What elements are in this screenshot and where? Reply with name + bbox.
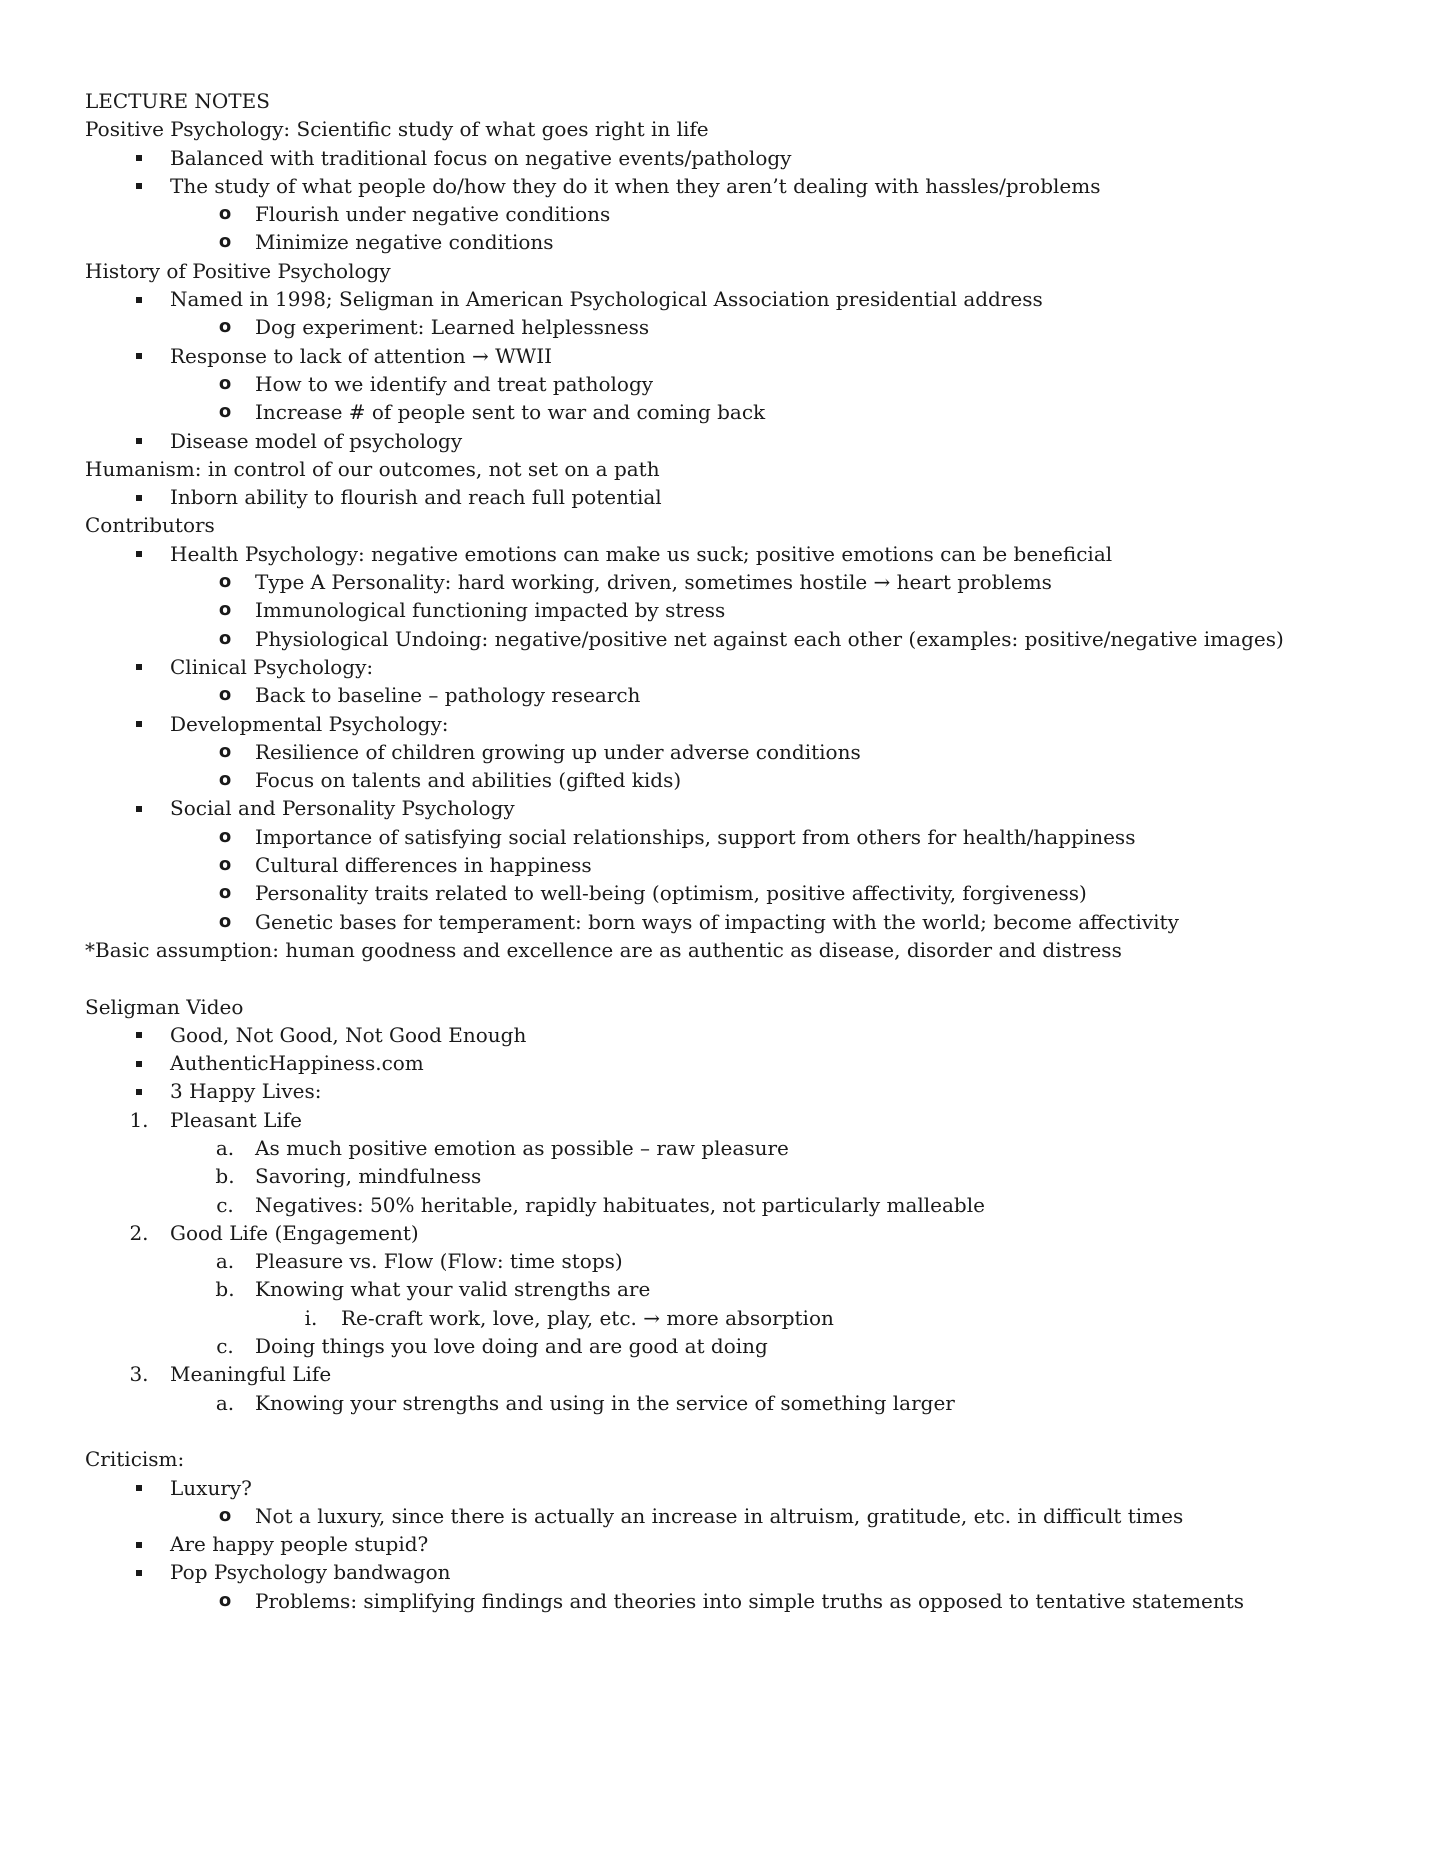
list-item-text: Physiological Undoing: negative/positive net against each other (examples: positive/negative images) bbox=[255, 626, 1284, 651]
square-bullet-icon bbox=[129, 483, 149, 511]
list-item-text: Genetic bases for temperament: born ways of impacting with the world; become affectivity bbox=[255, 909, 1179, 934]
list-item-text: Meaningful Life bbox=[170, 1362, 332, 1387]
list-item-text: Social and Personality Psychology bbox=[170, 796, 515, 821]
list-item-text: Knowing what your valid strengths are bbox=[255, 1277, 651, 1302]
section-heading bbox=[85, 115, 1425, 143]
list-item bbox=[85, 370, 1425, 398]
section-heading bbox=[85, 455, 1425, 483]
list-item bbox=[85, 1304, 1425, 1332]
list-item-text: How to we identify and treat pathology bbox=[255, 371, 654, 396]
list-item-text: Inborn ability to flourish and reach full potential bbox=[170, 485, 662, 510]
list-item-text: Are happy people stupid? bbox=[170, 1532, 429, 1557]
list-item-text: Positive Psychology: Scientific study of what goes right in life bbox=[85, 117, 709, 142]
list-item-text: Back to baseline – pathology research bbox=[255, 683, 641, 708]
list-item-text: Not a luxury, since there is actually an increase in altruism, gratitude, etc. in difficult times bbox=[255, 1503, 1184, 1528]
list-item bbox=[85, 1219, 1425, 1247]
square-bullet-icon bbox=[129, 710, 149, 738]
list-item bbox=[85, 1332, 1425, 1360]
list-item bbox=[85, 1106, 1425, 1134]
list-item-text: Savoring, mindfulness bbox=[255, 1164, 482, 1189]
list-item-text: Knowing your strengths and using in the service of something larger bbox=[255, 1390, 955, 1415]
square-bullet-icon bbox=[129, 1077, 149, 1105]
list-item bbox=[85, 200, 1425, 228]
list-item bbox=[85, 1077, 1425, 1105]
circle-bullet-icon: o bbox=[218, 854, 232, 876]
circle-bullet-icon: o bbox=[218, 401, 232, 423]
list-item-text: Minimize negative conditions bbox=[255, 230, 554, 255]
square-bullet-icon bbox=[129, 427, 149, 455]
list-number: a. bbox=[215, 1249, 235, 1274]
square-bullet-icon bbox=[129, 794, 149, 822]
list-number: i. bbox=[304, 1305, 318, 1330]
list-item-text: Humanism: in control of our outcomes, not set on a path bbox=[85, 456, 660, 481]
list-item bbox=[85, 398, 1425, 426]
square-bullet-icon bbox=[129, 144, 149, 172]
circle-bullet-icon: o bbox=[218, 684, 232, 706]
list-item bbox=[85, 427, 1425, 455]
circle-bullet-icon: o bbox=[218, 825, 232, 847]
list-number: b. bbox=[215, 1164, 235, 1189]
circle-bullet-icon: o bbox=[218, 627, 232, 649]
circle-bullet-icon: o bbox=[218, 231, 232, 253]
list-item-text: Importance of satisfying social relationships, support from others for health/happiness bbox=[255, 824, 1136, 849]
section-heading bbox=[85, 936, 1425, 964]
circle-bullet-icon: o bbox=[218, 882, 232, 904]
list-item bbox=[85, 172, 1425, 200]
list-item bbox=[85, 1474, 1425, 1502]
list-number: a. bbox=[215, 1390, 235, 1415]
lecture-notes-document bbox=[85, 87, 1425, 1615]
list-item-text: History of Positive Psychology bbox=[85, 258, 391, 283]
list-item-text: Doing things you love doing and are good at doing bbox=[255, 1334, 768, 1359]
list-item-text: Pleasant Life bbox=[170, 1107, 302, 1132]
list-item-text: Focus on talents and abilities (gifted kids) bbox=[255, 768, 682, 793]
circle-bullet-icon: o bbox=[218, 1589, 232, 1611]
square-bullet-icon bbox=[129, 1049, 149, 1077]
square-bullet-icon bbox=[129, 285, 149, 313]
list-item-text: 3 Happy Lives: bbox=[170, 1079, 322, 1104]
list-item-text: Dog experiment: Learned helplessness bbox=[255, 315, 650, 340]
list-item-text: Cultural differences in happiness bbox=[255, 853, 592, 878]
circle-bullet-icon: o bbox=[218, 769, 232, 791]
square-bullet-icon bbox=[129, 172, 149, 200]
list-item-text: Type A Personality: hard working, driven, sometimes hostile → heart problems bbox=[255, 570, 1052, 595]
document-title bbox=[85, 87, 1425, 115]
blank-line bbox=[85, 964, 1425, 992]
list-item bbox=[85, 879, 1425, 907]
list-number: 2. bbox=[129, 1220, 149, 1245]
list-item-text: Named in 1998; Seligman in American Psychological Association presidential address bbox=[170, 287, 1043, 312]
list-item bbox=[85, 1530, 1425, 1558]
list-item-text: Developmental Psychology: bbox=[170, 711, 449, 736]
list-item-text: Criticism: bbox=[85, 1447, 185, 1472]
section-heading bbox=[85, 257, 1425, 285]
list-number: b. bbox=[215, 1277, 235, 1302]
list-item bbox=[85, 1389, 1425, 1417]
list-number: 1. bbox=[129, 1107, 149, 1132]
list-item bbox=[85, 710, 1425, 738]
list-number: c. bbox=[216, 1192, 234, 1217]
list-item bbox=[85, 1049, 1425, 1077]
section-heading bbox=[85, 993, 1425, 1021]
list-item bbox=[85, 823, 1425, 851]
square-bullet-icon bbox=[129, 1474, 149, 1502]
list-item bbox=[85, 313, 1425, 341]
square-bullet-icon bbox=[129, 1021, 149, 1049]
list-item bbox=[85, 1502, 1425, 1530]
circle-bullet-icon: o bbox=[218, 599, 232, 621]
list-item-text: Balanced with traditional focus on negative events/pathology bbox=[170, 145, 792, 170]
list-item bbox=[85, 1247, 1425, 1275]
list-number: a. bbox=[215, 1135, 235, 1160]
list-item bbox=[85, 1558, 1425, 1586]
list-item bbox=[85, 908, 1425, 936]
list-item-text: Resilience of children growing up under adverse conditions bbox=[255, 739, 861, 764]
list-item bbox=[85, 1360, 1425, 1388]
list-item-text: Clinical Psychology: bbox=[170, 654, 374, 679]
circle-bullet-icon: o bbox=[218, 316, 232, 338]
list-item bbox=[85, 540, 1425, 568]
section-heading bbox=[85, 1445, 1425, 1473]
list-item bbox=[85, 483, 1425, 511]
circle-bullet-icon: o bbox=[218, 1504, 232, 1526]
list-item-text: Good Life (Engagement) bbox=[170, 1220, 419, 1245]
list-item-text: Personality traits related to well-being (optimism, positive affectivity, forgiveness) bbox=[255, 881, 1087, 906]
list-item-text: Re-craft work, love, play, etc. → more absorption bbox=[341, 1305, 834, 1330]
square-bullet-icon bbox=[129, 1558, 149, 1586]
circle-bullet-icon: o bbox=[218, 372, 232, 394]
circle-bullet-icon: o bbox=[218, 571, 232, 593]
notes-body bbox=[85, 115, 1425, 1615]
list-item bbox=[85, 144, 1425, 172]
list-item-text: Pop Psychology bandwagon bbox=[170, 1560, 451, 1585]
list-item bbox=[85, 653, 1425, 681]
list-item-text: Flourish under negative conditions bbox=[255, 202, 611, 227]
circle-bullet-icon: o bbox=[218, 910, 232, 932]
circle-bullet-icon: o bbox=[218, 740, 232, 762]
list-item-text: AuthenticHappiness.com bbox=[170, 1051, 424, 1076]
list-number: 3. bbox=[129, 1362, 149, 1387]
list-item-text: Negatives: 50% heritable, rapidly habituates, not particularly malleable bbox=[255, 1192, 985, 1217]
document-title-text: LECTURE NOTES bbox=[85, 89, 270, 113]
list-item-text: Disease model of psychology bbox=[170, 428, 463, 453]
list-item bbox=[85, 851, 1425, 879]
square-bullet-icon bbox=[129, 342, 149, 370]
list-item-text: Problems: simplifying findings and theories into simple truths as opposed to tentative statements bbox=[255, 1588, 1245, 1613]
list-item bbox=[85, 1021, 1425, 1049]
list-item bbox=[85, 794, 1425, 822]
list-item bbox=[85, 285, 1425, 313]
list-item bbox=[85, 625, 1425, 653]
circle-bullet-icon: o bbox=[218, 203, 232, 225]
list-item-text: Good, Not Good, Not Good Enough bbox=[170, 1022, 527, 1047]
list-item bbox=[85, 1275, 1425, 1303]
list-item-text: Luxury? bbox=[170, 1475, 252, 1500]
list-item-text: Contributors bbox=[85, 513, 215, 538]
square-bullet-icon bbox=[129, 540, 149, 568]
list-item-text: The study of what people do/how they do it when they aren’t dealing with hassles/problems bbox=[170, 173, 1101, 198]
list-item bbox=[85, 738, 1425, 766]
list-item bbox=[85, 1587, 1425, 1615]
list-item bbox=[85, 596, 1425, 624]
list-item bbox=[85, 342, 1425, 370]
section-heading bbox=[85, 511, 1425, 539]
list-item bbox=[85, 568, 1425, 596]
list-item-text: Response to lack of attention → WWII bbox=[170, 343, 553, 368]
square-bullet-icon bbox=[129, 1530, 149, 1558]
list-item bbox=[85, 228, 1425, 256]
list-item-text: Pleasure vs. Flow (Flow: time stops) bbox=[255, 1249, 623, 1274]
list-item-text: Increase # of people sent to war and coming back bbox=[255, 400, 766, 425]
list-item-text: Immunological functioning impacted by stress bbox=[255, 598, 726, 623]
blank-line bbox=[85, 1417, 1425, 1445]
list-item bbox=[85, 1134, 1425, 1162]
list-item-text: As much positive emotion as possible – raw pleasure bbox=[255, 1135, 789, 1160]
list-item bbox=[85, 766, 1425, 794]
list-item bbox=[85, 1191, 1425, 1219]
list-item bbox=[85, 1162, 1425, 1190]
list-number: c. bbox=[216, 1334, 234, 1359]
square-bullet-icon bbox=[129, 653, 149, 681]
list-item-text: *Basic assumption: human goodness and excellence are as authentic as disease, disorder and distress bbox=[85, 937, 1122, 962]
list-item bbox=[85, 681, 1425, 709]
list-item-text: Health Psychology: negative emotions can make us suck; positive emotions can be beneficial bbox=[170, 541, 1113, 566]
list-item-text: Seligman Video bbox=[85, 994, 244, 1019]
